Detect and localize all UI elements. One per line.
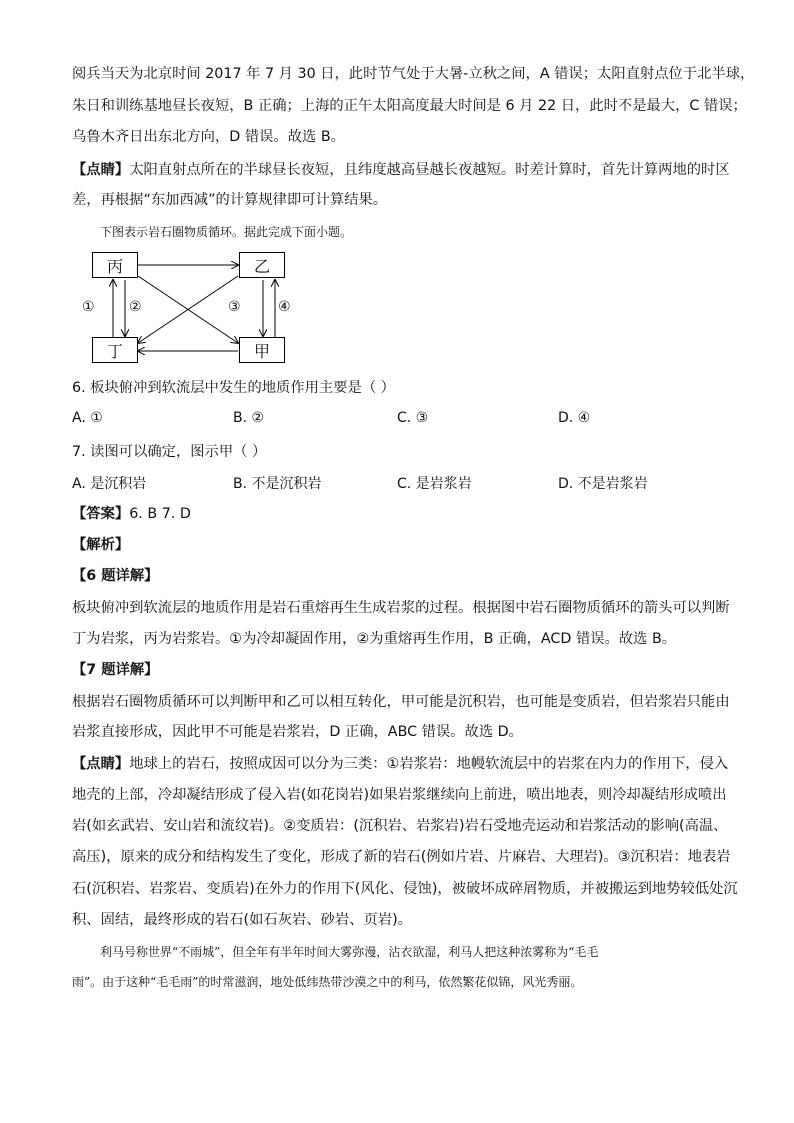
dianjing1-line1 — [72, 160, 730, 181]
para1-line3: 乌鲁木齐日出东北方向，D 错误。故选 B。 — [72, 129, 345, 145]
detail-7-heading: 【7 题详解】 — [72, 662, 159, 678]
detail-6-line1: 板块俯冲到软流层的地质作用是岩石重熔再生生成岩浆的过程。根据图中岩石圈物质循环的箭头可以判断 — [72, 600, 730, 616]
q7-option-d: D. 不是岩浆岩 — [558, 476, 648, 492]
box-jia: 甲 — [239, 337, 285, 363]
lima-line1: 利马号称世界“不雨城”，但全年有半年时间大雾弥漫，沾衣欲湿，利马人把这种浓雾称为“毛毛 — [100, 945, 599, 959]
q7-option-b: B. 不是沉积岩 — [233, 476, 322, 492]
label-c4: ④ — [278, 299, 291, 315]
para1-line1: 阅兵当天为北京时间 2017 年 7 月 30 日，此时节气处于大暑-立秋之间，A 错误；太阳直射点位于北半球， — [72, 66, 755, 82]
dianjing2-line6: 积、固结，最终形成的岩石(如石灰岩、砂岩、页岩)。 — [72, 912, 412, 928]
q7-option-a: A. 是沉积岩 — [72, 476, 147, 492]
detail-7-line1: 根据岩石圈物质循环可以判断甲和乙可以相互转化，甲可能是沉积岩，也可能是变质岩，但岩浆岩只能由 — [72, 694, 730, 710]
label-c1: ① — [82, 299, 95, 315]
box-ding: 丁 — [92, 337, 138, 363]
q7-option-c: C. 是岩浆岩 — [397, 476, 472, 492]
para1-line2: 朱日和训练基地昼长夜短，B 正确；上海的正午太阳高度最大时间是 6 月 22 日，此时不是最大，C 错误； — [72, 98, 747, 114]
box-yi: 乙 — [239, 252, 285, 278]
detail-6-heading: 【6 题详解】 — [72, 568, 159, 584]
dianjing-tag: 【点睛】 — [72, 162, 130, 178]
rock-cycle-diagram — [80, 248, 320, 368]
jiexi-heading: 【解析】 — [72, 537, 130, 553]
answer-line — [72, 504, 722, 525]
dianjing2-line2: 地壳的上部，冷却凝结形成了侵入岩(如花岗岩)如果岩浆继续向上前进，喷出地表，则冷却凝结形成喷出 — [72, 787, 727, 803]
detail-7-line2: 岩浆直接形成，因此甲不可能是岩浆岩，D 正确，ABC 错误。故选 D。 — [72, 724, 523, 740]
label-c2: ② — [129, 299, 142, 315]
dianjing2-text: 地球上的岩石，按照成因可以分为三类：①岩浆岩：地幔软流层中的岩浆在内力的作用下，侵入 — [129, 756, 729, 772]
dianjing2-line5: 石(沉积岩、岩浆岩、变质岩)在外力的作用下(风化、侵蚀)，被破坏成碎屑物质，并被搬运到地势较低处沉 — [72, 881, 738, 897]
dianjing1-text: 太阳直射点所在的半球昼长夜短，且纬度越高昼越长夜越短。时差计算时，首先计算两地的时区 — [129, 162, 730, 178]
answer-tag: 【答案】 — [72, 506, 130, 522]
dianjing1-line2: 差，再根据“东加西减”的计算规律即可计算结果。 — [72, 192, 388, 208]
box-bing: 丙 — [92, 252, 138, 278]
detail-6-line2: 丁为岩浆，丙为岩浆岩。①为冷却凝固作用，②为重熔再生作用，B 正确，ACD 错误。故选 B。 — [72, 631, 677, 647]
intro-text: 下图表示岩石圈物质循环。据此完成下面小题。 — [100, 225, 353, 239]
q6-option-c: C. ③ — [397, 410, 429, 426]
q6-option-b: B. ② — [233, 410, 265, 426]
dianjing2-tag: 【点睛】 — [72, 756, 130, 772]
dianjing2-line3: 岩(如玄武岩、安山岩和流纹岩)。②变质岩：(沉积岩、岩浆岩)岩石受地壳运动和岩浆活动的影响(高温、 — [72, 818, 728, 834]
answer-text: 6. B 7. D — [129, 506, 191, 522]
dianjing2-line4: 高压)，原来的成分和结构发生了变化，形成了新的岩石(例如片岩、片麻岩、大理岩)。③沉积岩：地表岩 — [72, 849, 731, 865]
question-7-stem: 7. 读图可以确定，图示甲（ ） — [72, 444, 267, 460]
q6-option-a: A. ① — [72, 410, 103, 426]
label-c3: ③ — [228, 299, 241, 315]
question-6-stem: 6. 板块俯冲到软流层中发生的地质作用主要是（ ） — [72, 380, 395, 396]
q6-option-d: D. ④ — [558, 410, 591, 426]
lima-line2: 雨”。由于这种“毛毛雨”的时常滋润，地处低纬热带沙漠之中的利马，依然繁花似锦，风光秀丽。 — [72, 975, 583, 989]
dianjing2-line1 — [72, 754, 729, 775]
